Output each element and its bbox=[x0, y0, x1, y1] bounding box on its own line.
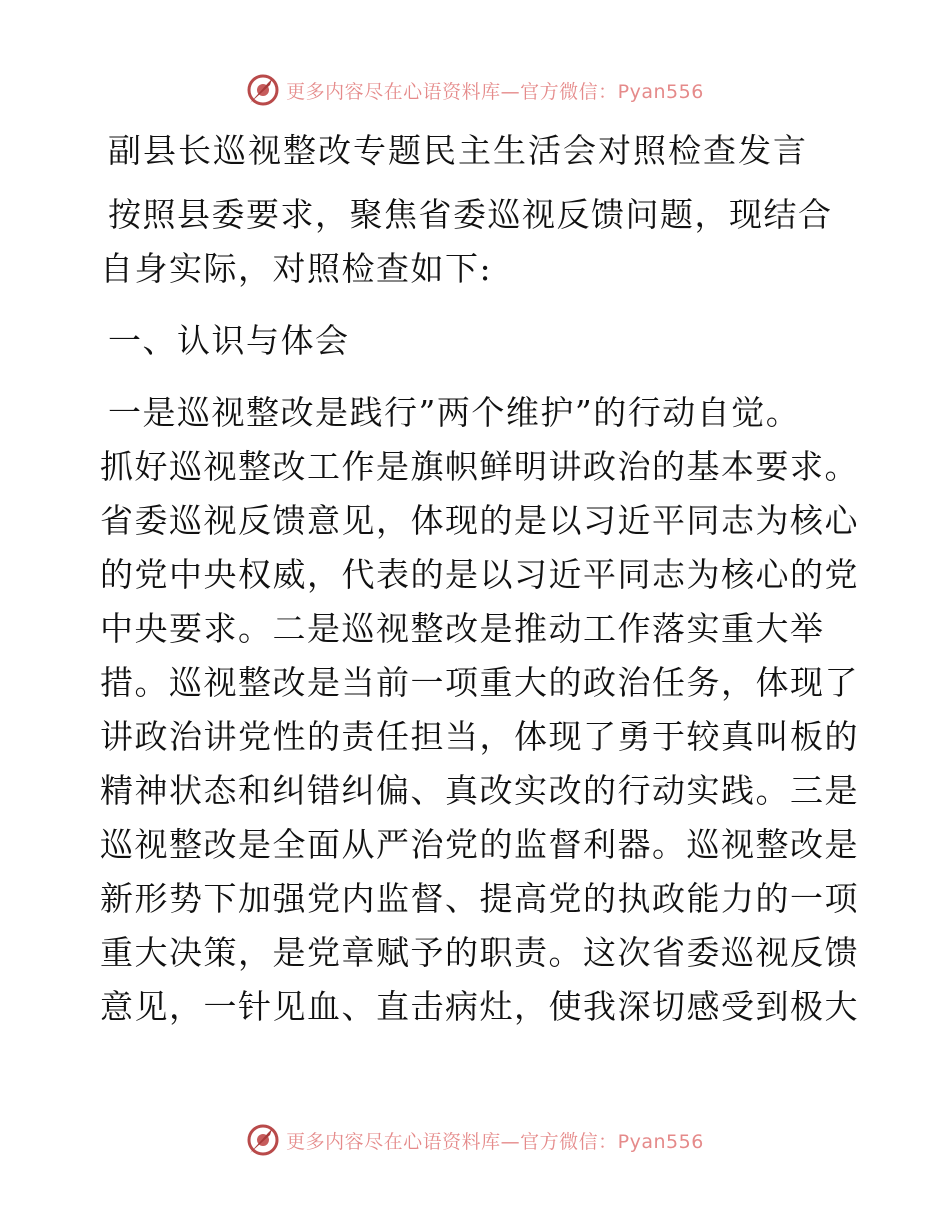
quill-circle-icon bbox=[246, 73, 280, 107]
quill-circle-icon bbox=[246, 1123, 280, 1157]
body-line: 意见，一针见血、直击病灶，使我深切感受到极大 bbox=[100, 987, 859, 1026]
body-line: 重大决策，是党章赋予的职责。这次省委巡视反馈 bbox=[100, 933, 859, 972]
intro-paragraph bbox=[100, 188, 850, 296]
section-heading: 一、认识与体会 bbox=[108, 321, 350, 360]
intro-line: 自身实际，对照检查如下: bbox=[100, 249, 493, 288]
body-line: 巡视整改是全面从严治党的监督利器。巡视整改是 bbox=[100, 825, 859, 864]
body-line: 一是巡视整改是践行”两个维护”的行动自觉。 bbox=[108, 393, 801, 432]
body-line: 新形势下加强党内监督、提高党的执政能力的一项 bbox=[100, 879, 859, 918]
body-paragraph bbox=[100, 386, 859, 1034]
footer-watermark-text: 更多内容尽在心语资料库—官方微信：Pyan556 bbox=[286, 1130, 704, 1153]
body-line: 中央要求。二是巡视整改是推动工作落实重大举 bbox=[100, 609, 825, 648]
footer-watermark-banner bbox=[0, 1120, 950, 1160]
header-watermark-banner bbox=[0, 70, 950, 110]
document-title: 副县长巡视整改专题民主生活会对照检查发言 bbox=[108, 131, 808, 170]
body-line: 精神状态和纠错纠偏、真改实改的行动实践。三是 bbox=[100, 771, 859, 810]
body-line: 抓好巡视整改工作是旗帜鲜明讲政治的基本要求。 bbox=[100, 447, 859, 486]
body-line: 讲政治讲党性的责任担当，体现了勇于较真叫板的 bbox=[100, 717, 859, 756]
document-body bbox=[100, 120, 859, 1034]
intro-line: 按照县委要求，聚焦省委巡视反馈问题，现结合 bbox=[108, 195, 833, 234]
body-line: 省委巡视反馈意见，体现的是以习近平同志为核心 bbox=[100, 501, 859, 540]
body-line: 的党中央权威，代表的是以习近平同志为核心的党 bbox=[100, 555, 859, 594]
body-line: 措。巡视整改是当前一项重大的政治任务，体现了 bbox=[100, 663, 859, 702]
header-watermark-text: 更多内容尽在心语资料库—官方微信：Pyan556 bbox=[286, 80, 704, 103]
